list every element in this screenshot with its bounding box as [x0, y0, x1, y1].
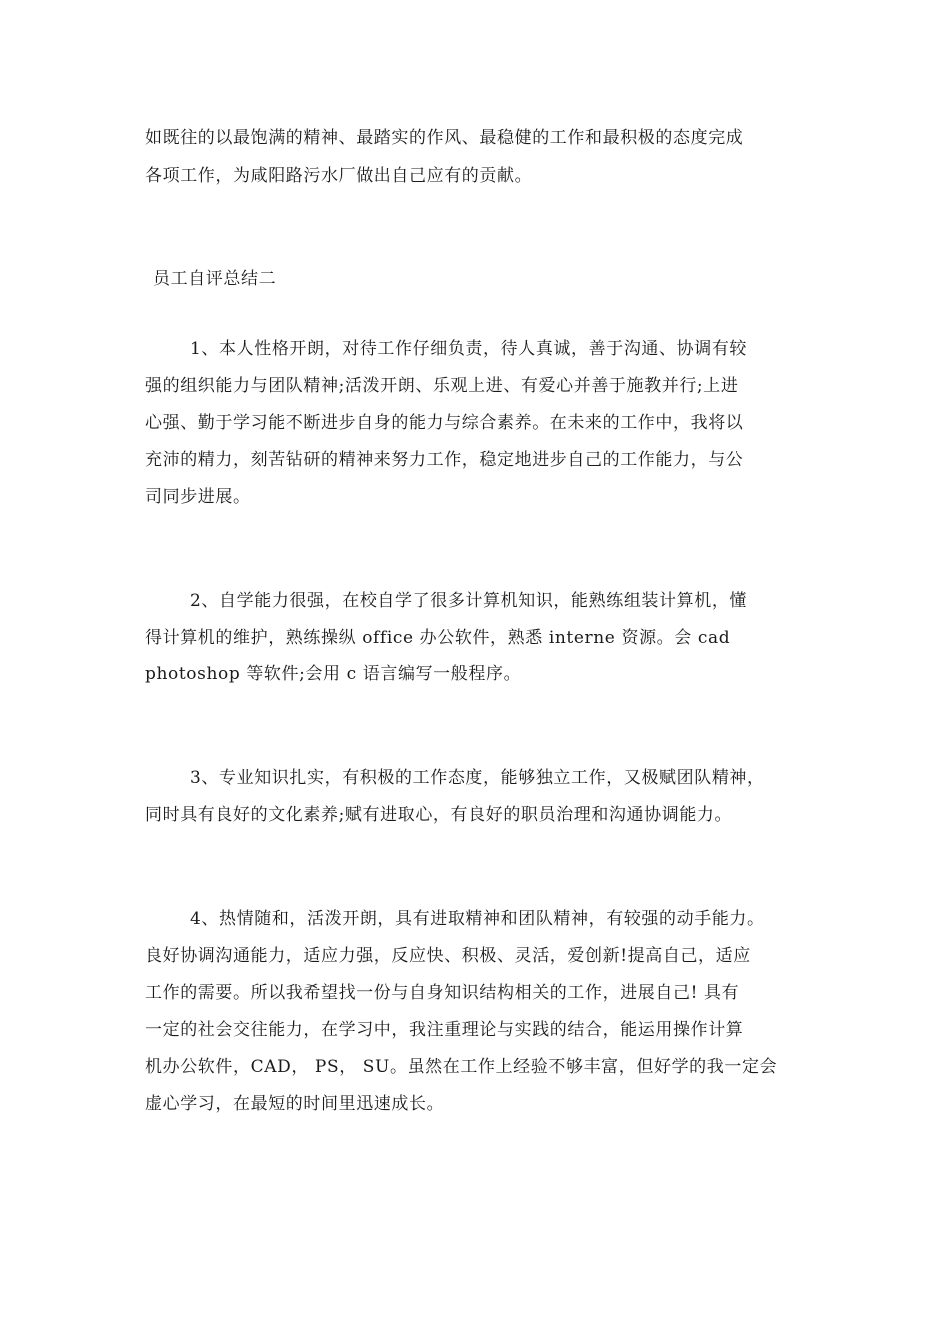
paragraph-3-line: 同时具有良好的文化素养;赋有进取心，有良好的职员治理和沟通协调能力。 [145, 805, 733, 825]
paragraph-4-line: 工作的需要。所以我希望找一份与自身知识结构相关的工作，进展自己! 具有 [145, 983, 740, 1003]
paragraph-1-line: 强的组织能力与团队精神;活泼开朗、乐观上进、有爱心并善于施教并行;上进 [145, 376, 739, 396]
paragraph-4-line: 4、热情随和，活泼开朗，具有进取精神和团队精神，有较强的动手能力。 [190, 909, 765, 929]
paragraph-2-line: 得计算机的维护，熟练操纵 office 办公软件，熟悉 interne 资源。会 cad [145, 628, 731, 648]
section-title: 员工自评总结二 [153, 269, 277, 289]
intro-line: 各项工作，为咸阳路污水厂做出自己应有的贡献。 [145, 166, 533, 186]
paragraph-1-line: 充沛的精力，刻苦钻研的精神来努力工作，稳定地进步自己的工作能力，与公 [145, 450, 744, 470]
paragraph-4-line: 一定的社会交往能力，在学习中，我注重理论与实践的结合，能运用操作计算 [145, 1020, 744, 1040]
paragraph-4-line: 机办公软件，CAD， PS， SU。虽然在工作上经验不够丰富，但好学的我一定会 [145, 1057, 778, 1077]
paragraph-4-line: 虚心学习，在最短的时间里迅速成长。 [145, 1094, 445, 1114]
paragraph-1-line: 司同步进展。 [145, 487, 251, 507]
paragraph-1-line: 1、本人性格开朗，对待工作仔细负责，待人真诚，善于沟通、协调有较 [190, 339, 748, 359]
paragraph-2-line: 2、自学能力很强，在校自学了很多计算机知识，能熟练组装计算机，懂 [190, 591, 748, 611]
paragraph-3-line: 3、专业知识扎实，有积极的工作态度，能够独立工作，又极赋团队精神， [190, 768, 765, 788]
paragraph-4-line: 良好协调沟通能力，适应力强，反应快、积极、灵活，爱创新!提高自己，适应 [145, 946, 751, 966]
paragraph-1-line: 心强、勤于学习能不断进步自身的能力与综合素养。在未来的工作中，我将以 [145, 413, 744, 433]
paragraph-2-line: photoshop 等软件;会用 c 语言编写一般程序。 [145, 664, 522, 684]
intro-line: 如既往的以最饱满的精神、最踏实的作风、最稳健的工作和最积极的态度完成 [145, 128, 744, 148]
